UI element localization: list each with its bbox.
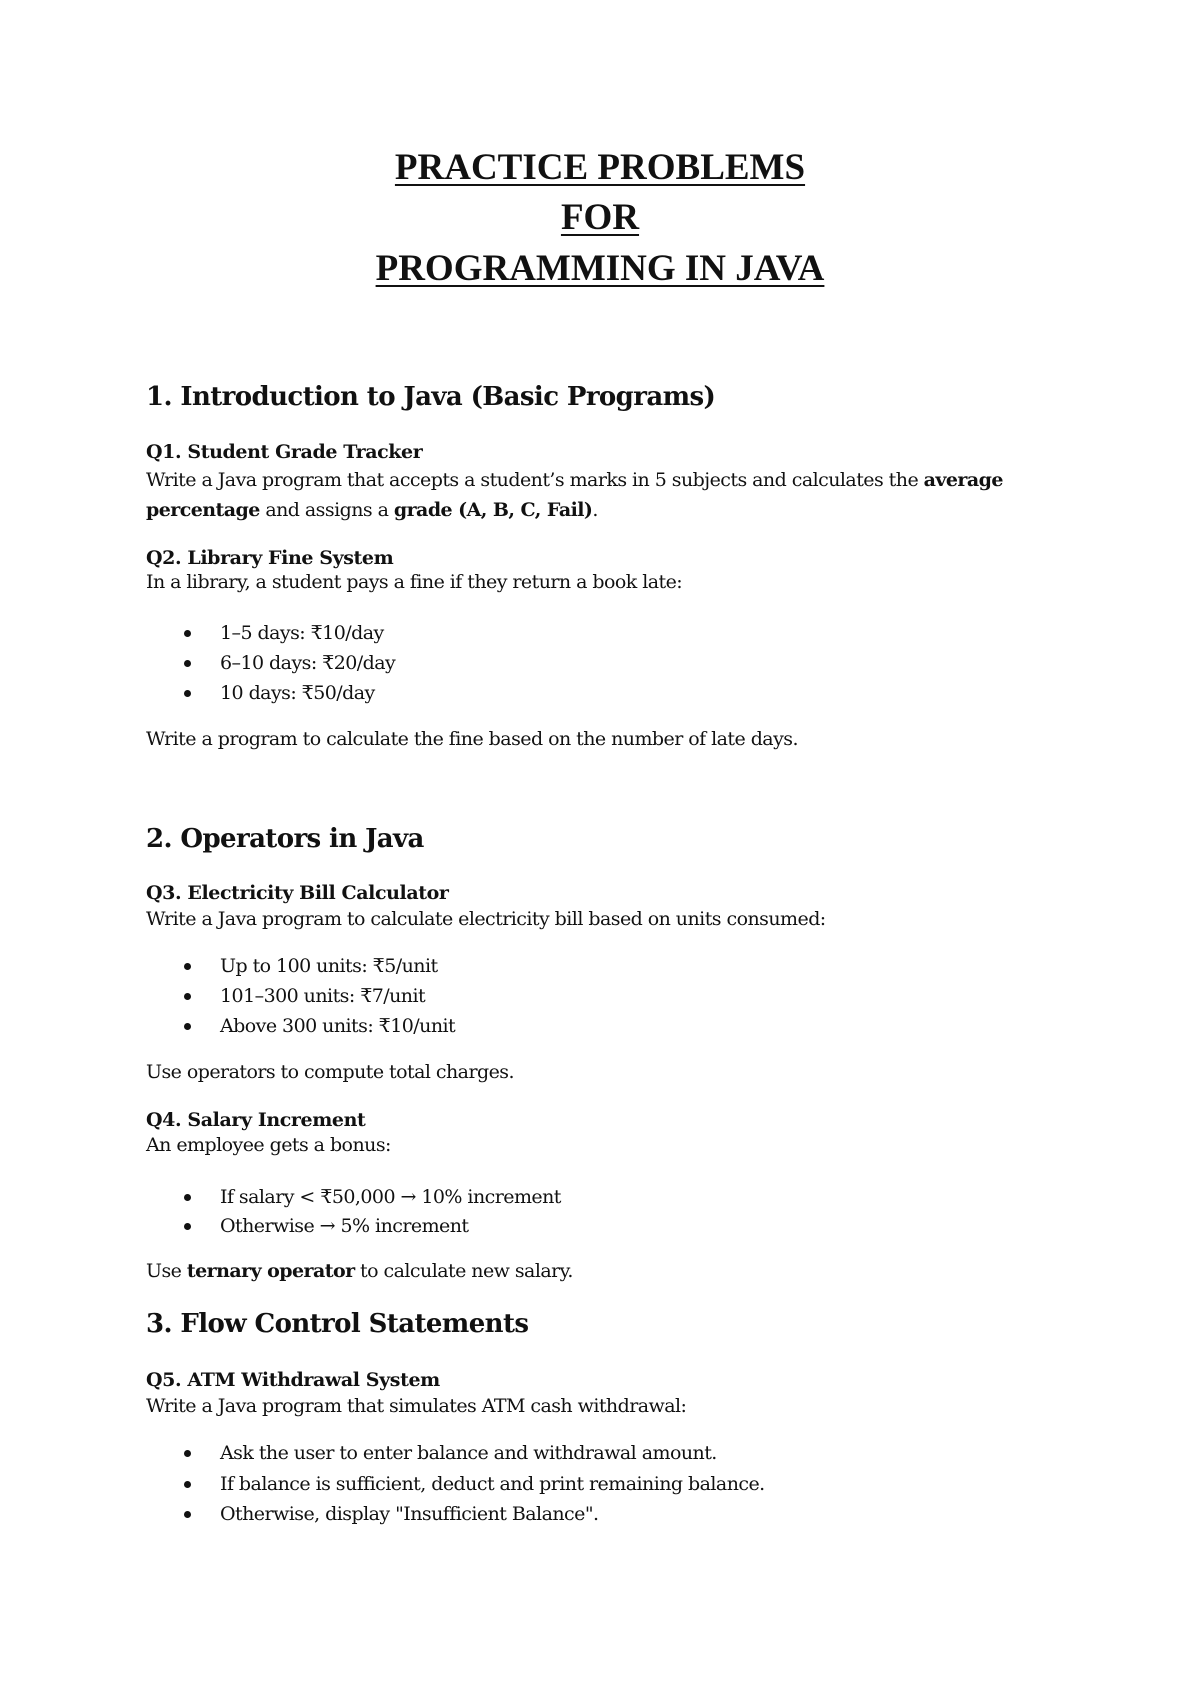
section-heading-flow-control: 3. Flow Control Statements bbox=[146, 1309, 529, 1339]
bullet-icon bbox=[184, 1511, 191, 1518]
section-heading-intro: 1. Introduction to Java (Basic Programs) bbox=[146, 382, 716, 412]
question-title-q3: Q3. Electricity Bill Calculator bbox=[146, 882, 449, 904]
question-intro-q2: In a library, a student pays a fine if they return a book late: bbox=[146, 571, 683, 593]
question-intro-q5: Write a Java program that simulates ATM cash withdrawal: bbox=[146, 1395, 687, 1417]
bullet-icon bbox=[184, 690, 191, 697]
bullet-icon bbox=[184, 1450, 191, 1457]
bullet-icon bbox=[184, 660, 191, 667]
doc-title-line1: PRACTICE PROBLEMS bbox=[394, 147, 806, 188]
doc-title-line3: PROGRAMMING IN JAVA bbox=[375, 248, 825, 289]
document-page: PRACTICE PROBLEMS FOR PROGRAMMING IN JAVA 1. Introduction to Java (Basic Programs) Q1. Student Grade Tracker Write a Java program that accepts a student’s marks in 5 subjects and calculates the average percentage and assigns a grade (A, B, C, Fail). Q2. Library Fine System In a library, a student pays a fine if they return a book late: 1–5 days: ₹10/day 6–10 days: ₹20/day 10 days: ₹50/day Write a program to calculate the fine based on the number of late days. 2. Operators in Java Q3. Electricity Bill Calculator Write a Java program to calculate electricity bill based on units consumed: Up to 100 units: ₹5/unit 101–300 units: ₹7/unit Above 300 units: ₹10/unit Use operators to compute total charges. Q4. Salary Increment An employee gets a bonus: If salary < ₹50,000 → 10% increment Otherwise → 5% increment Use ternary operator to calculate new salary. 3. Flow Control Statements Q5. ATM Withdrawal System Write a Java program that simulates ATM cash withdrawal: Ask the user to enter balance and withdrawal amount. If balance is sufficient, deduct and print remaining balance. Otherwise, display "Insufficient Balance". bbox=[0, 0, 1200, 1696]
question-title-q4: Q4. Salary Increment bbox=[146, 1109, 366, 1131]
question-body-q1: Write a Java program that accepts a student’s marks in 5 subjects and calculates the average percentage and assigns a grade (A, B, C, Fail). bbox=[146, 469, 1003, 521]
question-title-q5: Q5. ATM Withdrawal System bbox=[146, 1369, 440, 1391]
question-intro-q3: Write a Java program to calculate electricity bill based on units consumed: bbox=[146, 908, 826, 930]
question-title-q1: Q1. Student Grade Tracker bbox=[146, 441, 423, 463]
bullet-icon bbox=[184, 1194, 191, 1201]
question-intro-q4: An employee gets a bonus: bbox=[146, 1134, 391, 1156]
bullet-icon bbox=[184, 1023, 191, 1030]
question-title-q2: Q2. Library Fine System bbox=[146, 547, 394, 569]
question-outro-q3: Use operators to compute total charges. bbox=[146, 1061, 514, 1083]
bullet-icon bbox=[184, 630, 191, 637]
doc-title-line2: FOR bbox=[560, 197, 640, 238]
question-outro-q4: Use ternary operator to calculate new salary. bbox=[146, 1260, 573, 1282]
bullet-icon bbox=[184, 993, 191, 1000]
bullet-icon bbox=[184, 1481, 191, 1488]
section-heading-operators: 2. Operators in Java bbox=[146, 824, 424, 854]
bullet-icon bbox=[184, 963, 191, 970]
question-outro-q2: Write a program to calculate the fine based on the number of late days. bbox=[146, 728, 798, 750]
bullet-icon bbox=[184, 1223, 191, 1230]
